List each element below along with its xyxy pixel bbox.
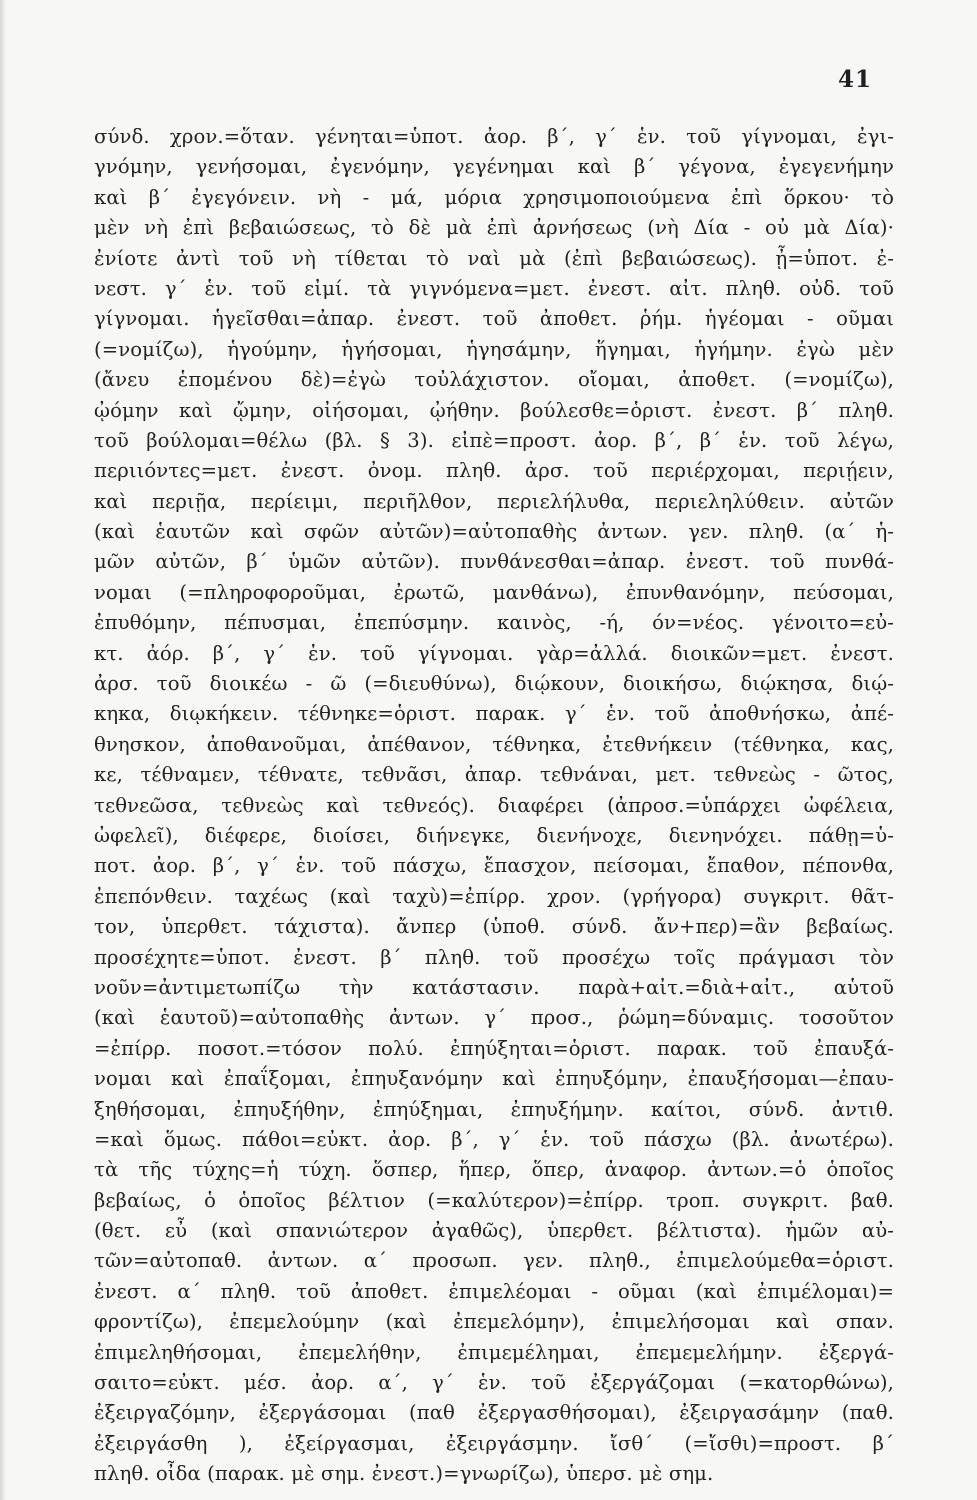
text-line: τὰ τῆς τύχης=ἡ τύχη. ὅσπερ, ἥπερ, ὅπερ, ἀναφορ. ἀντων.=ὁ ὁποῖος xyxy=(94,1158,894,1182)
page-number: 41 xyxy=(838,66,873,93)
text-line: ὠφελεῖ), διέφερε, διοίσει, διήνεγκε, διενήνοχε, διενηνόχει. πάθῃ=ὑ- xyxy=(94,823,894,847)
text-line: κηκα, διῳκήκειν. τέθνηκε=ὁριστ. παρακ. γ΄ ἑν. τοῦ ἀποθνήσκω, ἀπέ- xyxy=(94,702,894,726)
text-line: ἐνίοτε ἀντὶ τοῦ νὴ τίθεται τὸ ναὶ μὰ (ἐπὶ βεβαιώσεως). ᾖ=ὑποτ. ἐ- xyxy=(94,246,894,270)
text-line: μὲν νὴ ἐπὶ βεβαιώσεως, τὸ δὲ μὰ ἐπὶ ἀρνήσεως (νὴ Δία - οὐ μὰ Δία)· xyxy=(94,216,894,240)
text-line: (ἄνευ ἑπομένου δὲ)=ἐγὼ τοὐλάχιστον. οἴομαι, ἀποθετ. (=νομίζω), xyxy=(94,368,894,392)
text-line: (καὶ ἑαυτῶν καὶ σφῶν αὐτῶν)=αὐτοπαθὴς ἀντων. γεν. πληθ. (α΄ ἡ- xyxy=(94,520,894,544)
text-line: πληθ. οἶδα (παρακ. μὲ σημ. ἐνεστ.)=γνωρίζω), ὑπερσ. μὲ σημ. xyxy=(94,1462,714,1486)
text-line: νοῦν=ἀντιμετωπίζω τὴν κατάστασιν. παρὰ+αἰτ.=διὰ+αἰτ., αὑτοῦ xyxy=(94,975,894,999)
text-line: ἐνεστ. α΄ πληθ. τοῦ ἀποθετ. ἐπιμελέομαι - οῦμαι (καὶ ἐπιμέλομαι)= xyxy=(94,1279,894,1303)
text-line: σύνδ. χρον.=ὅταν. γένηται=ὑποτ. ἀορ. β΄, γ΄ ἑν. τοῦ γίγνομαι, ἐγι- xyxy=(94,125,894,148)
text-line: ξηθήσομαι, ἐπηυξήθην, ἐπηύξημαι, ἐπηυξήμην. καίτοι, σύνδ. ἀντιθ. xyxy=(94,1097,894,1121)
text-line: περιιόντες=μετ. ἐνεστ. ὀνομ. πληθ. ἀρσ. τοῦ περιέρχομαι, περιῄειν, xyxy=(94,459,894,483)
text-line: καὶ περιῇα, περίειμι, περιῆλθον, περιελήλυθα, περιεληλύθειν. αὐτῶν xyxy=(94,489,894,513)
text-line: τεθνεῶσα, τεθνεὼς καὶ τεθνεός). διαφέρει (ἀπροσ.=ὑπάρχει ὠφέλεια, xyxy=(94,793,894,817)
text-line: ἐπιμεληθήσομαι, ἐπεμελήθην, ἐπιμεμέλημαι, ἐπεμεμελήμην. ἐξεργά- xyxy=(94,1340,894,1364)
text-line: ᾠόμην καὶ ᾤμην, οἰήσομαι, ᾠήθην. βούλεσθε=ὁριστ. ἐνεστ. β΄ πληθ. xyxy=(94,398,894,422)
text-line: τῶν=αὐτοπαθ. ἀντων. α΄ προσωπ. γεν. πληθ., ἐπιμελούμεθα=ὁριστ. xyxy=(94,1249,894,1273)
text-line: γίγνομαι. ἡγεῖσθαι=ἀπαρ. ἐνεστ. τοῦ ἀποθετ. ῥήμ. ἡγέομαι - οῦμαι xyxy=(94,307,894,331)
text-line: καὶ β΄ ἐγεγόνειν. νὴ - μά, μόρια χρησιμοποιούμενα ἐπὶ ὅρκου· τὸ xyxy=(94,185,894,209)
text-line: ἐπυθόμην, πέπυσμαι, ἐπεπύσμην. καινὸς, -ή, όν=νέος. γένοιτο=εὐ- xyxy=(94,611,894,635)
text-line: φροντίζω), ἐπεμελούμην (καὶ ἐπεμελόμην), ἐπιμελήσομαι καὶ σπαν. xyxy=(94,1310,894,1334)
text-line: κε, τέθναμεν, τέθνατε, τεθνᾶσι, ἀπαρ. τεθνάναι, μετ. τεθνεὼς - ῶτος, xyxy=(94,763,894,787)
text-line: τοῦ βούλομαι=θέλω (βλ. § 3). εἰπὲ=προστ. ἀορ. β΄, β΄ ἑν. τοῦ λέγω, xyxy=(94,428,894,452)
text-line: ἐξειργαζόμην, ἐξεργάσομαι (παθ ἐξεργασθήσομαι), ἐξειργασάμην (παθ. xyxy=(94,1401,894,1425)
text-line: (=νομίζω), ἡγούμην, ἡγήσομαι, ἡγησάμην, ἥγημαι, ἡγήμην. ἐγὼ μὲν xyxy=(94,337,894,361)
text-line: νεστ. γ΄ ἑν. τοῦ εἰμί. τὰ γιγνόμενα=μετ. ἐνεστ. αἰτ. πληθ. οὐδ. τοῦ xyxy=(94,276,894,300)
text-line: προσέχητε=ὑποτ. ἐνεστ. β΄ πληθ. τοῦ προσέχω τοῖς πράγμασι τὸν xyxy=(94,945,894,969)
text-line: σαιτο=εὐκτ. μέσ. ἀορ. α΄, γ΄ ἑν. τοῦ ἐξεργάζομαι (=κατορθώνω), xyxy=(94,1371,894,1395)
text-line: θνησκον, ἀποθανοῦμαι, ἀπέθανον, τέθνηκα, ἐτεθνήκειν (τέθνηκα, κας, xyxy=(94,732,894,756)
text-line: βεβαίως, ὁ ὁποῖος βέλτιον (=καλύτερον)=ἐπίρρ. τροπ. συγκριτ. βαθ. xyxy=(94,1188,894,1212)
text-line: ἐπεπόνθειν. ταχέως (καὶ ταχὺ)=ἐπίρρ. χρον. (γρήγορα) συγκριτ. θᾶτ- xyxy=(94,884,894,908)
text-line: =ἐπίρρ. ποσοτ.=τόσον πολύ. ἐπηύξηται=ὁριστ. παρακ. τοῦ ἐπαυξά- xyxy=(94,1036,894,1060)
text-line: =καὶ ὅμως. πάθοι=εὐκτ. ἀορ. β΄, γ΄ ἑν. τοῦ πάσχω (βλ. ἀνωτέρω). xyxy=(94,1127,894,1151)
text-line: κτ. ἀόρ. β΄, γ΄ ἑν. τοῦ γίγνομαι. γὰρ=ἀλλά. διοικῶν=μετ. ἐνεστ. xyxy=(94,641,894,665)
text-line: νομαι (=πληροφοροῦμαι, ἐρωτῶ, μανθάνω), ἐπυνθανόμην, πεύσομαι, xyxy=(94,580,894,604)
text-line: μῶν αὐτῶν, β΄ ὑμῶν αὐτῶν). πυνθάνεσθαι=ἀπαρ. ἐνεστ. τοῦ πυνθά- xyxy=(94,550,894,574)
page-edge-shadow xyxy=(0,0,6,1500)
text-line: (θετ. εὖ (καὶ σπανιώτερον ἀγαθῶς), ὑπερθετ. βέλτιστα). ἡμῶν αὐ- xyxy=(94,1219,894,1243)
text-line: τον, ὑπερθετ. τάχιστα). ἄνπερ (ὑποθ. σύνδ. ἄν+περ)=ἂν βεβαίως. xyxy=(94,915,894,939)
glossary-text-block xyxy=(94,122,894,1490)
text-line: γνόμην, γενήσομαι, ἐγενόμην, γεγένημαι καὶ β΄ γέγονα, ἐγεγενήμην xyxy=(94,155,894,179)
text-line: (καὶ ἑαυτοῦ)=αὐτοπαθὴς ἀντων. γ΄ προσ., ῥώμη=δύναμις. τοσοῦτον xyxy=(94,1006,894,1030)
text-line: νομαι καὶ ἐπαΐξομαι, ἐπηυξανόμην καὶ ἐπηυξόμην, ἐπαυξήσομαι—ἐπαυ- xyxy=(94,1067,894,1091)
text-line: ἀρσ. τοῦ διοικέω - ῶ (=διευθύνω), διῴκουν, διοικήσω, διῴκησα, διῴ- xyxy=(94,672,894,696)
text-line: ἐξειργάσθη ), ἐξείργασμαι, ἐξειργάσμην. ἴσθ΄ (=ἴσθι)=προστ. β΄ xyxy=(94,1431,894,1455)
text-line: ποτ. ἀορ. β΄, γ΄ ἑν. τοῦ πάσχω, ἔπασχον, πείσομαι, ἔπαθον, πέπονθα, xyxy=(94,854,894,878)
